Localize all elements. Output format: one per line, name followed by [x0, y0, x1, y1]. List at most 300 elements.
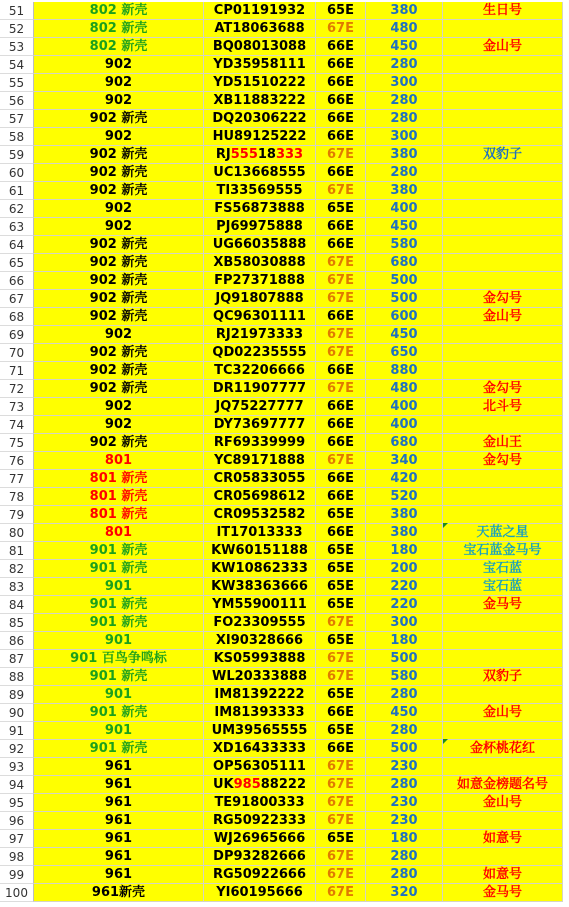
edition-cell[interactable]: 65E	[316, 596, 366, 614]
edition-cell[interactable]: 66E	[316, 524, 366, 542]
price-cell[interactable]: 580	[366, 668, 443, 686]
row-number[interactable]: 95	[0, 794, 34, 812]
price-cell[interactable]: 400	[366, 398, 443, 416]
model-cell[interactable]: 902 新壳	[34, 344, 204, 362]
edition-cell[interactable]: 65E	[316, 2, 366, 20]
price-cell[interactable]: 480	[366, 380, 443, 398]
note-cell[interactable]	[443, 56, 563, 74]
edition-cell[interactable]: 66E	[316, 236, 366, 254]
serial-cell[interactable]	[204, 722, 316, 740]
price-cell[interactable]: 500	[366, 650, 443, 668]
note-cell[interactable]	[443, 650, 563, 668]
model-cell[interactable]: 901	[34, 686, 204, 704]
model-cell[interactable]: 801 新壳	[34, 488, 204, 506]
note-cell[interactable]	[443, 614, 563, 632]
edition-cell[interactable]: 67E	[316, 614, 366, 632]
serial-cell[interactable]	[204, 650, 316, 668]
serial-cell[interactable]	[204, 740, 316, 758]
row-number[interactable]: 56	[0, 92, 34, 110]
edition-cell[interactable]: 67E	[316, 758, 366, 776]
edition-cell[interactable]: 66E	[316, 488, 366, 506]
serial-cell[interactable]	[204, 668, 316, 686]
serial-cell[interactable]	[204, 776, 316, 794]
note-cell[interactable]	[443, 236, 563, 254]
price-cell[interactable]: 280	[366, 866, 443, 884]
row-number[interactable]: 57	[0, 110, 34, 128]
model-cell[interactable]: 902 新壳	[34, 110, 204, 128]
price-cell[interactable]: 450	[366, 326, 443, 344]
note-cell[interactable]	[443, 686, 563, 704]
price-cell[interactable]: 300	[366, 74, 443, 92]
serial-cell[interactable]	[204, 344, 316, 362]
note-cell[interactable]	[443, 110, 563, 128]
edition-cell[interactable]: 66E	[316, 308, 366, 326]
note-cell[interactable]	[443, 182, 563, 200]
model-cell[interactable]: 901 新壳	[34, 668, 204, 686]
note-cell[interactable]: 生日号	[443, 2, 563, 20]
row-number[interactable]: 58	[0, 128, 34, 146]
serial-cell[interactable]	[204, 272, 316, 290]
serial-cell[interactable]	[204, 578, 316, 596]
price-cell[interactable]: 500	[366, 290, 443, 308]
serial-cell[interactable]	[204, 470, 316, 488]
note-cell[interactable]	[443, 632, 563, 650]
model-cell[interactable]: 901 百鸟争鸣标	[34, 650, 204, 668]
edition-cell[interactable]: 66E	[316, 38, 366, 56]
note-cell[interactable]: 金山号	[443, 38, 563, 56]
model-cell[interactable]: 902 新壳	[34, 290, 204, 308]
price-cell[interactable]: 230	[366, 812, 443, 830]
serial-cell[interactable]	[204, 812, 316, 830]
row-number[interactable]: 64	[0, 236, 34, 254]
serial-cell[interactable]	[204, 686, 316, 704]
edition-cell[interactable]: 67E	[316, 884, 366, 902]
serial-cell[interactable]	[204, 866, 316, 884]
edition-cell[interactable]: 67E	[316, 182, 366, 200]
model-cell[interactable]: 902 新壳	[34, 380, 204, 398]
model-cell[interactable]: 901 新壳	[34, 560, 204, 578]
model-cell[interactable]: 901 新壳	[34, 542, 204, 560]
note-cell[interactable]	[443, 848, 563, 866]
edition-cell[interactable]: 65E	[316, 542, 366, 560]
row-number[interactable]: 93	[0, 758, 34, 776]
price-cell[interactable]: 380	[366, 506, 443, 524]
row-number[interactable]: 65	[0, 254, 34, 272]
price-cell[interactable]: 400	[366, 416, 443, 434]
price-cell[interactable]: 280	[366, 56, 443, 74]
price-cell[interactable]: 300	[366, 128, 443, 146]
note-cell[interactable]	[443, 254, 563, 272]
model-cell[interactable]: 961新壳	[34, 884, 204, 902]
note-cell[interactable]	[443, 470, 563, 488]
note-cell[interactable]	[443, 326, 563, 344]
serial-cell[interactable]	[204, 434, 316, 452]
row-number[interactable]: 69	[0, 326, 34, 344]
row-number[interactable]: 77	[0, 470, 34, 488]
serial-cell[interactable]	[204, 542, 316, 560]
price-cell[interactable]: 220	[366, 578, 443, 596]
price-cell[interactable]: 450	[366, 38, 443, 56]
row-number[interactable]: 90	[0, 704, 34, 722]
edition-cell[interactable]: 67E	[316, 848, 366, 866]
model-cell[interactable]: 902 新壳	[34, 308, 204, 326]
model-cell[interactable]: 902	[34, 92, 204, 110]
edition-cell[interactable]: 65E	[316, 830, 366, 848]
serial-cell[interactable]	[204, 488, 316, 506]
edition-cell[interactable]: 67E	[316, 668, 366, 686]
note-cell[interactable]	[443, 92, 563, 110]
note-cell[interactable]: 金山号	[443, 704, 563, 722]
note-cell[interactable]	[443, 272, 563, 290]
price-cell[interactable]: 380	[366, 2, 443, 20]
model-cell[interactable]: 902	[34, 56, 204, 74]
edition-cell[interactable]: 66E	[316, 92, 366, 110]
price-cell[interactable]: 680	[366, 254, 443, 272]
note-cell[interactable]: 北斗号	[443, 398, 563, 416]
serial-cell[interactable]	[204, 236, 316, 254]
note-cell[interactable]: 金山号	[443, 794, 563, 812]
serial-cell[interactable]	[204, 632, 316, 650]
model-cell[interactable]: 901 新壳	[34, 596, 204, 614]
row-number[interactable]: 91	[0, 722, 34, 740]
model-cell[interactable]: 801 新壳	[34, 470, 204, 488]
note-cell[interactable]: 双豹子	[443, 146, 563, 164]
price-cell[interactable]: 280	[366, 776, 443, 794]
model-cell[interactable]: 801	[34, 452, 204, 470]
edition-cell[interactable]: 67E	[316, 380, 366, 398]
serial-cell[interactable]	[204, 884, 316, 902]
note-cell[interactable]: 金勾号	[443, 452, 563, 470]
edition-cell[interactable]: 67E	[316, 452, 366, 470]
model-cell[interactable]: 902 新壳	[34, 272, 204, 290]
model-cell[interactable]: 961	[34, 866, 204, 884]
row-number[interactable]: 86	[0, 632, 34, 650]
note-cell[interactable]	[443, 344, 563, 362]
model-cell[interactable]: 961	[34, 848, 204, 866]
edition-cell[interactable]: 66E	[316, 704, 366, 722]
row-number[interactable]: 61	[0, 182, 34, 200]
note-cell[interactable]: 金勾号	[443, 380, 563, 398]
serial-cell[interactable]	[204, 794, 316, 812]
model-cell[interactable]: 901	[34, 632, 204, 650]
serial-cell[interactable]	[204, 524, 316, 542]
model-cell[interactable]: 901 新壳	[34, 614, 204, 632]
edition-cell[interactable]: 67E	[316, 812, 366, 830]
serial-cell[interactable]	[204, 614, 316, 632]
serial-cell[interactable]	[204, 416, 316, 434]
serial-cell[interactable]	[204, 308, 316, 326]
row-number[interactable]: 100	[0, 884, 34, 902]
row-number[interactable]: 68	[0, 308, 34, 326]
price-cell[interactable]: 340	[366, 452, 443, 470]
note-cell[interactable]	[443, 812, 563, 830]
note-cell[interactable]: 如意号	[443, 866, 563, 884]
row-number[interactable]: 71	[0, 362, 34, 380]
price-cell[interactable]: 280	[366, 686, 443, 704]
row-number[interactable]: 96	[0, 812, 34, 830]
note-cell[interactable]: 宝石蓝	[443, 578, 563, 596]
row-number[interactable]: 94	[0, 776, 34, 794]
row-number[interactable]: 72	[0, 380, 34, 398]
serial-cell[interactable]	[204, 128, 316, 146]
price-cell[interactable]: 380	[366, 146, 443, 164]
model-cell[interactable]: 902 新壳	[34, 254, 204, 272]
serial-cell[interactable]	[204, 146, 316, 164]
note-cell[interactable]	[443, 20, 563, 38]
note-cell[interactable]	[443, 128, 563, 146]
price-cell[interactable]: 180	[366, 632, 443, 650]
row-number[interactable]: 62	[0, 200, 34, 218]
row-number[interactable]: 76	[0, 452, 34, 470]
note-cell[interactable]	[443, 362, 563, 380]
row-number[interactable]: 85	[0, 614, 34, 632]
serial-cell[interactable]	[204, 506, 316, 524]
edition-cell[interactable]: 65E	[316, 632, 366, 650]
model-cell[interactable]: 902 新壳	[34, 362, 204, 380]
edition-cell[interactable]: 67E	[316, 650, 366, 668]
price-cell[interactable]: 680	[366, 434, 443, 452]
edition-cell[interactable]: 65E	[316, 560, 366, 578]
model-cell[interactable]: 901 新壳	[34, 704, 204, 722]
row-number[interactable]: 54	[0, 56, 34, 74]
price-cell[interactable]: 580	[366, 236, 443, 254]
serial-cell[interactable]	[204, 164, 316, 182]
serial-cell[interactable]	[204, 362, 316, 380]
model-cell[interactable]: 902 新壳	[34, 182, 204, 200]
serial-cell[interactable]	[204, 290, 316, 308]
edition-cell[interactable]: 65E	[316, 200, 366, 218]
price-cell[interactable]: 280	[366, 848, 443, 866]
price-cell[interactable]: 450	[366, 218, 443, 236]
edition-cell[interactable]: 66E	[316, 740, 366, 758]
row-number[interactable]: 80	[0, 524, 34, 542]
price-cell[interactable]: 230	[366, 758, 443, 776]
edition-cell[interactable]: 67E	[316, 344, 366, 362]
serial-cell[interactable]	[204, 704, 316, 722]
row-number[interactable]: 52	[0, 20, 34, 38]
model-cell[interactable]: 801 新壳	[34, 506, 204, 524]
model-cell[interactable]: 902	[34, 398, 204, 416]
model-cell[interactable]: 901 新壳	[34, 740, 204, 758]
edition-cell[interactable]: 67E	[316, 20, 366, 38]
edition-cell[interactable]: 66E	[316, 218, 366, 236]
row-number[interactable]: 83	[0, 578, 34, 596]
note-cell[interactable]: 金马号	[443, 884, 563, 902]
row-number[interactable]: 75	[0, 434, 34, 452]
serial-cell[interactable]	[204, 20, 316, 38]
serial-cell[interactable]	[204, 254, 316, 272]
edition-cell[interactable]: 67E	[316, 272, 366, 290]
price-cell[interactable]: 420	[366, 470, 443, 488]
price-cell[interactable]: 180	[366, 830, 443, 848]
note-cell[interactable]: 金山王	[443, 434, 563, 452]
price-cell[interactable]: 180	[366, 542, 443, 560]
serial-cell[interactable]	[204, 92, 316, 110]
edition-cell[interactable]: 66E	[316, 434, 366, 452]
row-number[interactable]: 81	[0, 542, 34, 560]
note-cell[interactable]: 金山号	[443, 308, 563, 326]
row-number[interactable]: 87	[0, 650, 34, 668]
model-cell[interactable]: 902	[34, 218, 204, 236]
model-cell[interactable]: 802 新壳	[34, 20, 204, 38]
model-cell[interactable]: 902 新壳	[34, 236, 204, 254]
row-number[interactable]: 59	[0, 146, 34, 164]
note-cell[interactable]: 如意金榜题名号	[443, 776, 563, 794]
serial-cell[interactable]	[204, 380, 316, 398]
price-cell[interactable]: 200	[366, 560, 443, 578]
row-number[interactable]: 51	[0, 2, 34, 20]
serial-cell[interactable]	[204, 830, 316, 848]
serial-cell[interactable]	[204, 218, 316, 236]
edition-cell[interactable]: 65E	[316, 578, 366, 596]
price-cell[interactable]: 280	[366, 110, 443, 128]
row-number[interactable]: 97	[0, 830, 34, 848]
row-number[interactable]: 98	[0, 848, 34, 866]
price-cell[interactable]: 280	[366, 92, 443, 110]
model-cell[interactable]: 961	[34, 758, 204, 776]
note-cell[interactable]	[443, 416, 563, 434]
price-cell[interactable]: 450	[366, 704, 443, 722]
model-cell[interactable]: 961	[34, 812, 204, 830]
row-number[interactable]: 67	[0, 290, 34, 308]
price-cell[interactable]: 400	[366, 200, 443, 218]
price-cell[interactable]: 600	[366, 308, 443, 326]
model-cell[interactable]: 961	[34, 776, 204, 794]
price-cell[interactable]: 280	[366, 164, 443, 182]
row-number[interactable]: 99	[0, 866, 34, 884]
model-cell[interactable]: 902	[34, 74, 204, 92]
note-cell[interactable]: 金马号	[443, 596, 563, 614]
model-cell[interactable]: 801	[34, 524, 204, 542]
row-number[interactable]: 63	[0, 218, 34, 236]
edition-cell[interactable]: 65E	[316, 686, 366, 704]
serial-cell[interactable]	[204, 560, 316, 578]
price-cell[interactable]: 230	[366, 794, 443, 812]
model-cell[interactable]: 902	[34, 128, 204, 146]
edition-cell[interactable]: 65E	[316, 722, 366, 740]
edition-cell[interactable]: 67E	[316, 776, 366, 794]
note-cell[interactable]	[443, 488, 563, 506]
price-cell[interactable]: 880	[366, 362, 443, 380]
row-number[interactable]: 73	[0, 398, 34, 416]
price-cell[interactable]: 650	[366, 344, 443, 362]
row-number[interactable]: 66	[0, 272, 34, 290]
row-number[interactable]: 55	[0, 74, 34, 92]
note-cell[interactable]	[443, 506, 563, 524]
serial-cell[interactable]	[204, 182, 316, 200]
edition-cell[interactable]: 66E	[316, 362, 366, 380]
model-cell[interactable]: 902 新壳	[34, 434, 204, 452]
note-cell[interactable]: 金勾号	[443, 290, 563, 308]
model-cell[interactable]: 802 新壳	[34, 38, 204, 56]
edition-cell[interactable]: 67E	[316, 146, 366, 164]
serial-cell[interactable]	[204, 38, 316, 56]
note-cell[interactable]	[443, 164, 563, 182]
model-cell[interactable]: 902	[34, 200, 204, 218]
row-number[interactable]: 74	[0, 416, 34, 434]
note-cell[interactable]	[443, 218, 563, 236]
note-cell[interactable]: 双豹子	[443, 668, 563, 686]
edition-cell[interactable]: 66E	[316, 398, 366, 416]
serial-cell[interactable]	[204, 200, 316, 218]
serial-cell[interactable]	[204, 398, 316, 416]
edition-cell[interactable]: 67E	[316, 254, 366, 272]
price-cell[interactable]: 280	[366, 722, 443, 740]
price-cell[interactable]: 500	[366, 272, 443, 290]
edition-cell[interactable]: 67E	[316, 326, 366, 344]
price-cell[interactable]: 320	[366, 884, 443, 902]
edition-cell[interactable]: 67E	[316, 290, 366, 308]
row-number[interactable]: 60	[0, 164, 34, 182]
serial-cell[interactable]	[204, 2, 316, 20]
serial-cell[interactable]	[204, 110, 316, 128]
serial-cell[interactable]	[204, 848, 316, 866]
price-cell[interactable]: 220	[366, 596, 443, 614]
serial-cell[interactable]	[204, 74, 316, 92]
edition-cell[interactable]: 66E	[316, 56, 366, 74]
row-number[interactable]: 89	[0, 686, 34, 704]
row-number[interactable]: 53	[0, 38, 34, 56]
edition-cell[interactable]: 66E	[316, 470, 366, 488]
row-number[interactable]: 82	[0, 560, 34, 578]
row-number[interactable]: 84	[0, 596, 34, 614]
model-cell[interactable]: 902 新壳	[34, 164, 204, 182]
model-cell[interactable]: 961	[34, 830, 204, 848]
edition-cell[interactable]: 65E	[316, 506, 366, 524]
note-cell[interactable]	[443, 74, 563, 92]
price-cell[interactable]: 480	[366, 20, 443, 38]
note-cell[interactable]	[443, 758, 563, 776]
serial-cell[interactable]	[204, 596, 316, 614]
edition-cell[interactable]: 66E	[316, 128, 366, 146]
serial-cell[interactable]	[204, 758, 316, 776]
edition-cell[interactable]: 66E	[316, 416, 366, 434]
model-cell[interactable]: 802 新壳	[34, 2, 204, 20]
model-cell[interactable]: 961	[34, 794, 204, 812]
model-cell[interactable]: 902	[34, 416, 204, 434]
row-number[interactable]: 79	[0, 506, 34, 524]
note-cell[interactable]: 天蓝之星	[443, 524, 563, 542]
note-cell[interactable]: 如意号	[443, 830, 563, 848]
serial-cell[interactable]	[204, 326, 316, 344]
model-cell[interactable]: 902 新壳	[34, 146, 204, 164]
row-number[interactable]: 70	[0, 344, 34, 362]
model-cell[interactable]: 902	[34, 326, 204, 344]
note-cell[interactable]	[443, 200, 563, 218]
price-cell[interactable]: 380	[366, 182, 443, 200]
serial-cell[interactable]	[204, 452, 316, 470]
edition-cell[interactable]: 66E	[316, 74, 366, 92]
serial-cell[interactable]	[204, 56, 316, 74]
note-cell[interactable]: 宝石蓝	[443, 560, 563, 578]
row-number[interactable]: 78	[0, 488, 34, 506]
model-cell[interactable]: 901	[34, 578, 204, 596]
row-number[interactable]: 92	[0, 740, 34, 758]
note-cell[interactable]	[443, 722, 563, 740]
price-cell[interactable]: 380	[366, 524, 443, 542]
note-cell[interactable]: 金杯桃花红	[443, 740, 563, 758]
edition-cell[interactable]: 66E	[316, 110, 366, 128]
price-cell[interactable]: 520	[366, 488, 443, 506]
edition-cell[interactable]: 66E	[316, 164, 366, 182]
price-cell[interactable]: 500	[366, 740, 443, 758]
edition-cell[interactable]: 67E	[316, 866, 366, 884]
model-cell[interactable]: 901	[34, 722, 204, 740]
price-cell[interactable]: 300	[366, 614, 443, 632]
row-number[interactable]: 88	[0, 668, 34, 686]
edition-cell[interactable]: 67E	[316, 794, 366, 812]
note-cell[interactable]: 宝石蓝金马号	[443, 542, 563, 560]
